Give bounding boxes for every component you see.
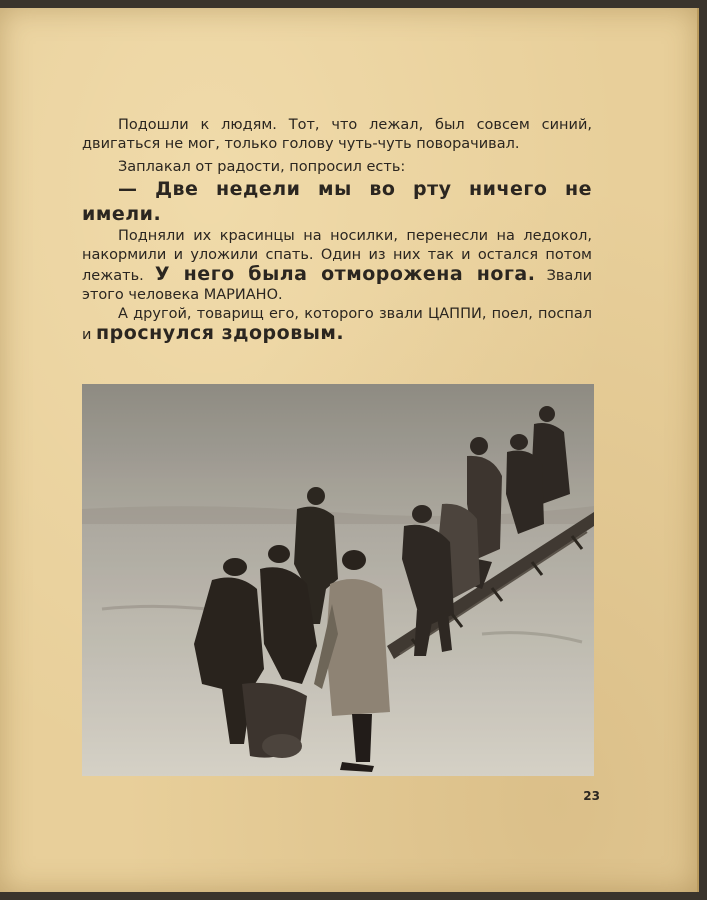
paragraph-4 (82, 227, 592, 305)
paragraph-2: Заплакал от радости, попросил есть: (118, 159, 406, 175)
paragraph-4-text: Подняли их красинцы на носилки, перенесли на ледокол, накормили и уложили спать. Один из них так и остался потом лежать. (82, 228, 592, 284)
paragraph-1: Подошли к людям. Тот, что лежал, был совсем синий, двигаться не мог, только голову чуть-чуть поворачивал. (82, 117, 592, 152)
paragraph-4-emphasis: У него была отморожена нога. (154, 263, 536, 285)
paragraph-3-quote: — Две недели мы во рту ничего не имели. (82, 178, 592, 225)
page-text (82, 116, 592, 345)
photograph-illustration (82, 384, 594, 776)
page-number: 23 (583, 789, 600, 803)
paragraph-5-text: А другой, товарищ его, которого звали ЦАППИ, поел, поспал и (82, 306, 592, 343)
paragraph-5 (82, 305, 592, 345)
paragraph-5-emphasis: проснулся здоровым. (96, 322, 345, 344)
book-page (0, 8, 699, 892)
photograph (82, 384, 594, 776)
paragraph-4-name: Звали этого человека МАРИАНО. (82, 268, 593, 303)
